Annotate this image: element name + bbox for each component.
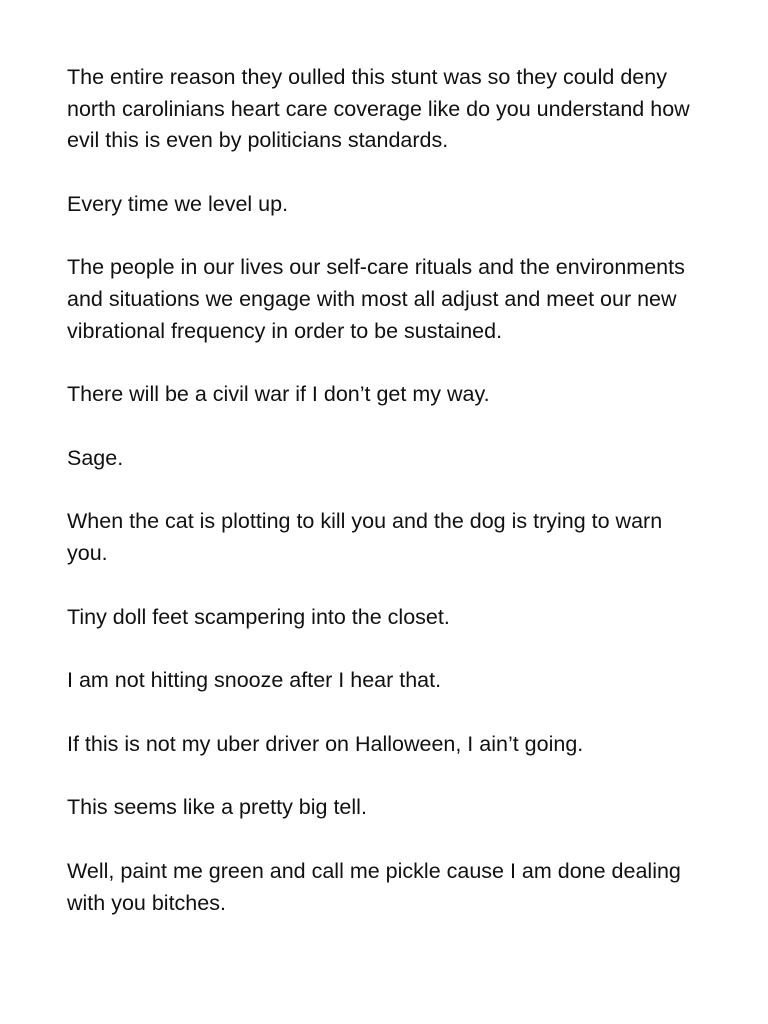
paragraph-2: Every time we level up. [67, 191, 289, 216]
paragraph-6: When the cat is plotting to kill you and the dog is trying to warn you. [67, 509, 663, 565]
paragraph-9: If this is not my uber driver on Halloween, I ain’t going. [67, 731, 584, 756]
document-body [67, 62, 707, 951]
paragraph-3: The people in our lives our self-care rituals and the environments and situations we engage with most all adjust and meet our new vibrational frequency in order to be sustained. [67, 255, 685, 343]
paragraph-7: Tiny doll feet scampering into the closet. [67, 604, 450, 629]
paragraph-10: This seems like a pretty big tell. [67, 795, 367, 820]
paragraph-4: There will be a civil war if I don’t get my way. [67, 382, 490, 407]
paragraph-8: I am not hitting snooze after I hear that. [67, 668, 442, 693]
paragraph-11: Well, paint me green and call me pickle cause I am done dealing with you bitches. [67, 858, 681, 915]
paragraph-1: The entire reason they oulled this stunt was so they could deny north carolinians heart care coverage like do you understand how evil this is even by politicians standards. [67, 65, 690, 153]
paragraph-5: Sage. [67, 445, 124, 470]
